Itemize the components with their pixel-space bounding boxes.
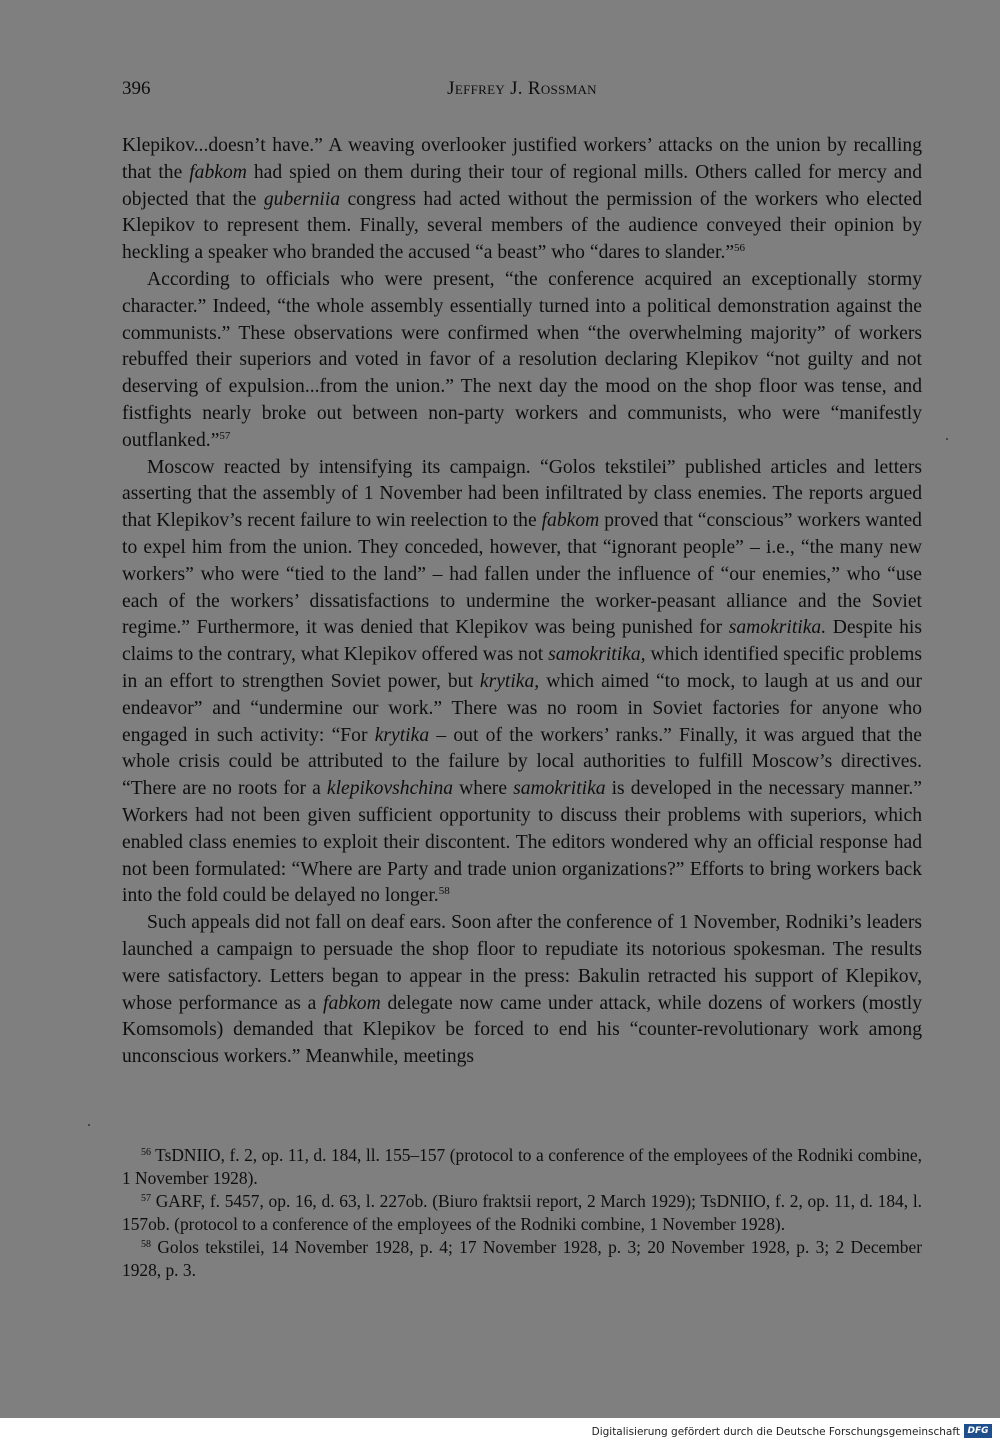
italic-term: klepikovshchina <box>326 778 454 800</box>
text-run: congress had acted without the permission of the workers who elected Klepikov to represent them. Finally, several members of the audience conveyed their opinion by heckling a speaker who branded the accused “a beast” who “dares to slander.” <box>122 188 922 264</box>
scan-speck <box>88 1124 90 1126</box>
italic-term: fabkom <box>189 161 247 183</box>
page-header <box>122 78 922 104</box>
digitization-footer <box>0 1418 1000 1445</box>
text-run: Klepikov...doesn’t have.” A weaving overlooker justified workers’ attacks on the union by recalling that the <box>122 135 922 183</box>
italic-term: krytika, <box>479 670 540 692</box>
text-run: Moscow reacted by intensifying its campaign. “Golos tekstilei” published articles and letters asserting that the assembly of 1 November had been infiltrated by class enemies. The reports argued that Klepikov’s recent failure to win reelection to the <box>122 456 922 532</box>
text-run: is developed in the necessary manner.” Workers had not been given sufficient opportunity to discuss their problems with superiors, which enabled class enemies to exploit their discontent. The editors wondered why an official response had not been formulated: “Where are Party and trade union organizations?” Efforts to bring workers back into the fold could be delayed no longer. <box>122 778 923 907</box>
running-head: Jeffrey J. Rossman <box>447 78 597 99</box>
italic-term: guberniia <box>263 188 341 210</box>
italic-term: fabkom <box>541 510 600 532</box>
dfg-logo: DFG <box>964 1424 992 1438</box>
footnote-text: Golos tekstilei, 14 November 1928, p. 4; 17 November 1928, p. 3; 20 November 1928, p. 3; 2 December 1928, p. 3. <box>122 1237 922 1280</box>
footnote <box>122 1190 922 1235</box>
body-paragraph <box>122 133 922 267</box>
text-run: had spied on them during their tour of regional mills. Others called for mercy and objected that the <box>122 161 922 210</box>
footnote-text: GARF, f. 5457, op. 16, d. 63, l. 227ob. (Biuro fraktsii report, 2 March 1929); TsDNIIO, f. 2, op. 11, d. 184, l. 157ob. (protocol to a conference of the employees of the Rodniki combine, 1 November 1928). <box>122 1191 922 1234</box>
text-run: According to officials who were present, “the conference acquired an exceptionally stormy character.” Indeed, “the whole assembly essentially turned into a political demonstration against the communists.” These observations were confirmed when “the overwhelming majority” of workers rebuffed their superiors and voted in favor of a resolution declaring Klepikov “not guilty and not deserving of expulsion...from the union.” The next day the mood on the shop floor was tense, and fistfights nearly broke out between non-party workers and communists, who were “manifestly outflanked.” <box>122 268 922 451</box>
footnote-number: 58 <box>141 1239 151 1251</box>
text-run: which aimed “to mock, to laugh at us and our endeavor” and “undermine our work.” There was no room in Soviet factories for anyone who engaged in such activity: “For <box>122 670 922 746</box>
funding-notice: Digitalisierung gefördert durch die Deutsche Forschungsgemeinschaft <box>591 1426 960 1438</box>
text-run: – out of the workers’ ranks.” Finally, it was argued that the whole crisis could be attributed to the failure by local authorities to fulfill Moscow’s directives. “There are no roots for a <box>122 724 922 800</box>
footnotes <box>122 1144 922 1283</box>
footnote-ref: 56 <box>734 242 746 255</box>
text-run: delegate now came under attack, while dozens of workers (mostly Komsomols) demanded that Klepikov be forced to end his “counter-revolutionary work among unconscious workers.” Meanwhile, meetings <box>122 992 922 1068</box>
text-run: which identified specific problems in an effort to strengthen Soviet power, but <box>122 644 922 692</box>
italic-term: samokritika. <box>728 617 827 639</box>
italic-term: fabkom <box>323 992 381 1014</box>
body-text <box>122 133 922 1071</box>
footnote <box>122 1144 922 1189</box>
text-run: Despite his claims to the contrary, what Klepikov offered was not <box>122 617 923 666</box>
scan-speck <box>946 438 948 440</box>
footnote-ref: 57 <box>219 429 231 442</box>
body-paragraph <box>122 910 922 1071</box>
text-run: where <box>453 778 514 800</box>
text-run: Such appeals did not fall on deaf ears. Soon after the conference of 1 November, Rodniki’s leaders launched a campaign to persuade the shop floor to repudiate its notorious spokesman. The results were satisfactory. Letters began to appear in the press: Bakulin retracted his support of Klepikov, whose performance as a <box>122 912 922 1014</box>
footnote-text: TsDNIIO, f. 2, op. 11, d. 184, ll. 155–157 (protocol to a conference of the employees of the Rodniki combine, 1 November 1928). <box>122 1145 922 1188</box>
footnote <box>122 1236 922 1281</box>
footnote-number: 57 <box>141 1193 151 1205</box>
text-run: proved that “conscious” workers wanted to expel him from the union. They conceded, however, that “ignorant people” – i.e., “the many new workers” who were “tied to the land” – had fallen under the influence of “our enemies,” who “use each of the workers’ dissatisfactions to undermine the worker-peasant alliance and the Soviet regime.” Furthermore, it was denied that Klepikov was being punished for <box>122 510 922 639</box>
body-paragraph <box>122 267 922 455</box>
page-number: 396 <box>122 78 151 99</box>
footnote-number: 56 <box>141 1147 151 1158</box>
footnote-ref: 58 <box>438 885 450 898</box>
body-paragraph <box>122 455 922 911</box>
italic-term: krytika <box>374 724 430 746</box>
italic-term: samokritika <box>513 778 606 800</box>
italic-term: samokritika, <box>548 644 646 666</box>
